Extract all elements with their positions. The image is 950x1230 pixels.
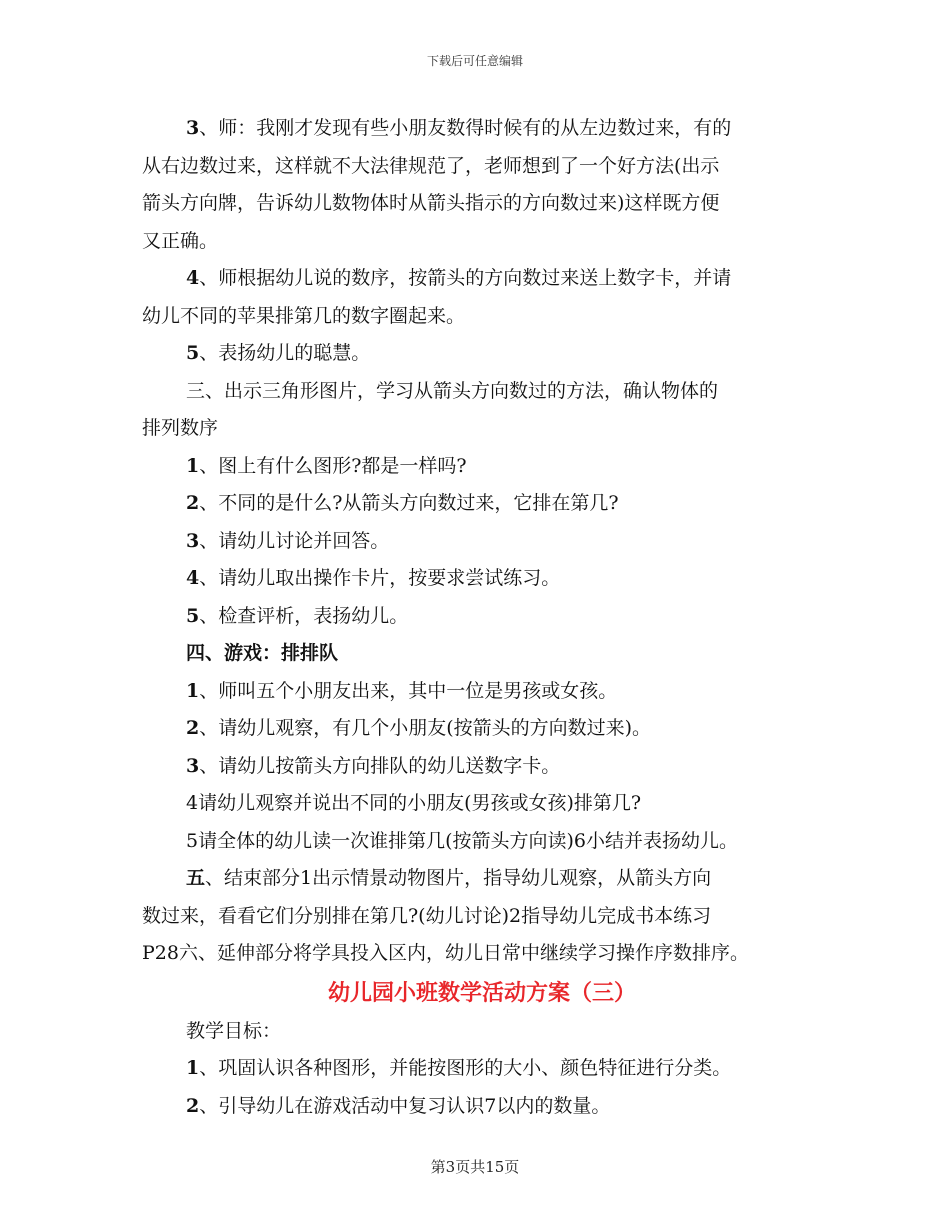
paragraph-line: 幼儿不同的苹果排第几的数字圈起来。 xyxy=(142,304,466,327)
list-item-text: 、请幼儿讨论并回答。 xyxy=(199,529,390,552)
goal-item xyxy=(142,1050,822,1088)
list-item-text: 、师叫五个小朋友出来，其中一位是男孩或女孩。 xyxy=(199,679,618,702)
item-number: 4 xyxy=(186,567,200,589)
paragraph-text: 、结束部分1出示情景动物图片，指导幼儿观察，从箭头方向 xyxy=(205,867,712,889)
list-item xyxy=(142,523,822,561)
list-item xyxy=(142,710,822,748)
item-number: 4 xyxy=(186,267,200,289)
paragraph-text: 、表扬幼儿的聪慧。 xyxy=(199,342,371,364)
paragraph-3 xyxy=(142,110,822,148)
list-item xyxy=(142,673,822,711)
list-item: 5请全体的幼儿读一次谁排第几(按箭头方向读)6小结并表扬幼儿。 xyxy=(186,829,739,852)
section-4-heading: 四、游戏：排排队 xyxy=(186,642,339,664)
goal-text: 、巩固认识各种图形，并能按图形的大小、颜色特征进行分类。 xyxy=(199,1057,732,1079)
paragraph-5 xyxy=(142,335,822,373)
paragraph-4 xyxy=(142,260,822,298)
list-item: 4请幼儿观察并说出不同的小朋友(男孩或女孩)排第几? xyxy=(186,792,642,814)
item-number: 1 xyxy=(186,1057,200,1079)
list-item-text: 、请幼儿取出操作卡片，按要求尝试练习。 xyxy=(199,567,561,589)
list-item xyxy=(142,560,822,598)
section-3-heading: 三、出示三角形图片，学习从箭头方向数过的方法，确认物体的 xyxy=(186,379,719,402)
goal-text: 、引导幼儿在游戏活动中复习认识7以内的数量。 xyxy=(199,1094,611,1117)
item-number: 2 xyxy=(186,717,200,739)
page-header: 下载后可任意编辑 xyxy=(426,54,523,68)
item-number: 5 xyxy=(186,604,200,627)
list-item xyxy=(142,748,822,786)
list-item-text: 、请幼儿按箭头方向排队的幼儿送数字卡。 xyxy=(199,754,561,777)
page-footer: 第3页共15页 xyxy=(430,1158,520,1176)
section-number: 五 xyxy=(186,867,206,889)
goal-item xyxy=(142,1088,822,1126)
paragraph-line: 数过来，看看它们分别排在第几?(幼儿讨论)2指导幼儿完成书本练习 xyxy=(142,904,712,927)
paragraph-line: P28六、延伸部分将学具投入区内，幼儿日常中继续学习操作序数排序。 xyxy=(142,942,749,964)
item-number: 2 xyxy=(186,492,200,514)
paragraph-line: 又正确。 xyxy=(142,229,219,252)
list-item xyxy=(142,485,822,523)
list-item-text: 、检查评析，表扬幼儿。 xyxy=(199,604,409,627)
paragraph-line: 从右边数过来，这样就不大法律规范了，老师想到了一个好方法(出示 xyxy=(142,154,720,177)
section-3-heading-cont: 排列数序 xyxy=(142,417,219,439)
paragraph-text: 、师根据幼儿说的数序，按箭头的方向数过来送上数字卡，并请 xyxy=(199,267,732,289)
paragraph-text: 、师：我刚才发现有些小朋友数得时候有的从左边数过来，有的 xyxy=(199,117,732,139)
item-number: 3 xyxy=(186,117,200,139)
item-number: 3 xyxy=(186,529,200,552)
list-item-text: 、不同的是什么?从箭头方向数过来，它排在第几? xyxy=(199,492,619,514)
goals-label: 教学目标： xyxy=(186,1019,282,1042)
item-number: 5 xyxy=(186,342,200,364)
list-item xyxy=(142,448,822,486)
paragraph-line: 箭头方向牌，告诉幼儿数物体时从箭头指示的方向数过来)这样既方便 xyxy=(142,192,720,214)
item-number: 2 xyxy=(186,1094,200,1117)
item-number: 1 xyxy=(186,679,200,702)
list-item xyxy=(142,598,822,636)
section-title: 幼儿园小班数学活动方案（三） xyxy=(327,979,636,1006)
list-item-text: 、图上有什么图形?都是一样吗? xyxy=(199,454,467,477)
item-number: 1 xyxy=(186,454,200,477)
item-number: 3 xyxy=(186,754,200,777)
document-body xyxy=(142,110,822,1125)
section-5-paragraph xyxy=(142,860,822,898)
list-item-text: 、请幼儿观察，有几个小朋友(按箭头的方向数过来)。 xyxy=(199,717,652,739)
